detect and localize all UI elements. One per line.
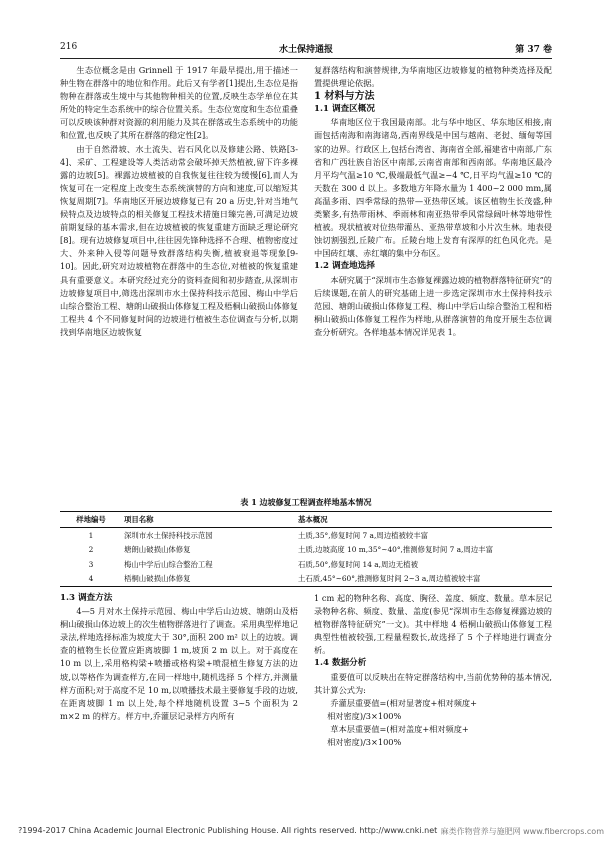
table-cell: 3 bbox=[88, 559, 94, 569]
paragraph-continuation: 复群落结构和演替规律,为华南地区边坡修复的植物种类选择及配置提供理论依据。 bbox=[314, 65, 552, 89]
section-heading-materials: 1 材料与方法 bbox=[314, 91, 375, 103]
page-number: 216 bbox=[60, 42, 78, 52]
paragraph-niche-concept: 生态位概念是由 Grinnell 于 1917 年最早提出,用于描述一种生物在群落中的地位和作用。此后又有学者[1]提出,生态位是指物种在群落或生境中与其他物种相关的位置,反映生态学单位在其所处的特定生态系统中的综合位置关系。生态位宽度和生态位重叠可以反映该种群对资源的利用能力及其在群落或生态系统中的功能和位置,也反映了其所在群落的稳定性[2]。 bbox=[60, 65, 298, 141]
page-header bbox=[60, 42, 552, 56]
table-cell: 土质,35°,修复时间 7 a,周边植被较丰富 bbox=[298, 530, 429, 540]
subheading-site-selection: 1.2 调查地选择 bbox=[314, 261, 375, 272]
paragraph-study-area: 华南地区位于我国最南部。北与华中地区、华东地区相接,南面包括南海和南海诸岛,西南界线是中国与越南、老挝、缅甸等国家的边界。行政区上,包括台湾省、海南省全部,福建省中南部,广东省和广西壮族自治区中南部,云南省南部和西南部。华南地区最冷月平均气温≥10 ℃,极端最低气温≥−4 ℃,日平均气温≥10 ℃的天数在 300 d 以上。多数地方年降水量为 1 400~2 000 mm,属高温多雨、四季常绿的热带—亚热带区域。该区植物生长茂盛,种类繁多,有热带雨林、季雨林和南亚热带季风常绿阔叶林等地带性植被。现状植被对位热带灌丛、亚热带草坡和小片次生林。地表侵蚀切割强烈,丘陵广布。丘陵台地上发育有深厚的红色风化壳。是中国砖红壤、赤红壤的集中分布区。 bbox=[314, 117, 552, 259]
paragraph-slope-background: 由于自然滑坡、水土流失、岩石风化以及修建公路、铁路[3-4]、采矿、工程建设等人类活动常会破坏掉天然植被,留下许多裸露的边坡[5]。裸露边坡植被的自我恢复往往较为缓慢[6],而人为恢复可在一定程度上改变生态系统演替的方向和速度,可以缩短其恢复周期[7]。华南地区开展边坡修复已有 20 a 历史,针对当地气候特点及边坡特点的相关修复工程技术措施日臻完善,可满足边坡前期复绿的基本需求,但在边坡植被的恢复重建方面缺乏理论研究[8]。现有边坡修复项目中,往往因先锋种选择不合理、植物密度过大、外来种入侵等问题导致群落结构失衡,植被衰退等现象[9-10]。因此,研究对边坡植物在群落中的生态位,对植被的恢复重建具有重要意义。本研究经过充分的资料查阅和初步踏查,从深圳市边坡修复项目中,筛选出深圳市水土保持科技示范园、梅山中学后山综合整治工程、塘朗山破损山体修复工程及梧桐山破损山体修复工程共 4 个不同修复时间的边坡进行植被生态位调查与分析,以期找到华南地区边坡恢复 bbox=[60, 143, 298, 337]
paragraph-survey-continuation: 1 cm 起的物种名称、高度、胸径、盖度、频度、数量。草本层记录物种名称、频度、数量、盖度(参见“深圳市生态修复裸露边坡的植物群落特征研究”一文)。其中样地 4 梧桐山破损山体修复工程典型性植被较强,工程量程数长,故选择了 5 个子样地进行调查分析。 bbox=[314, 593, 552, 656]
subheading-study-area: 1.1 调查区概况 bbox=[314, 104, 375, 115]
left-column-bottom bbox=[60, 592, 298, 723]
site-table bbox=[60, 511, 552, 587]
table-cell: 1 bbox=[88, 530, 94, 540]
table-header: 项目名称 bbox=[122, 512, 296, 528]
table-caption: 表 1 边坡修复工程调查样地基本情况 bbox=[240, 497, 372, 507]
table-row bbox=[60, 528, 552, 543]
right-column-top bbox=[314, 64, 552, 339]
journal-title: 水土保持通报 bbox=[278, 45, 333, 55]
table-row bbox=[60, 572, 552, 587]
subheading-survey-method: 1.3 调查方法 bbox=[60, 593, 113, 603]
table-row bbox=[60, 543, 552, 558]
paragraph-survey-method: 4—5 月对水土保持示范园、梅山中学后山边坡、塘朗山及梧桐山破损山体边坡上的次生植物群落进行了调查。采用典型样地记录法,样地选择标准为坡度大于 30°,面积 200 m² 以上的边坡。调查的植物生长位置应距离坡脚 1 m,坡顶 2 m 以上。对于高度在 10 m 以上,采用格构梁+喷播或格构梁+喷混植生修复方法的边坡,以等格作为调查样方,在同一样地中,随机选择 5 个样方,并测量样方面积;对于高度不足 10 m,以喷播技术最主要修复手段的边坡,在距离坡脚 1 m 以上处,每个样地随机设置 3~5 个面积为 2 m×2 m 的样方。样方中,乔灌层记录样方内所有 bbox=[60, 606, 298, 721]
copyright-notice: ?1994-2017 China Academic Journal Electronic Publishing House. All rights reserved. http://www.cnki.net bbox=[18, 826, 438, 835]
table-row bbox=[60, 557, 552, 572]
table-cell: 深圳市水土保持科技示范园 bbox=[124, 530, 213, 540]
table-cell: 土石质,45°~60°,推测修复时间 2~3 a,周边植被较丰富 bbox=[296, 572, 552, 587]
formula-herb-line1: 草本层重要值=(相对盖度+相对频度+ bbox=[330, 723, 469, 734]
formula-tree-shrub-line1: 乔灌层重要值=(相对显著度+相对频度+ bbox=[330, 697, 477, 708]
table-cell: 2 bbox=[88, 545, 94, 555]
paragraph-data-analysis: 重要值可以反映出在特定群落结构中,当前优势种的基本情况,其计算公式为: bbox=[314, 671, 552, 695]
subheading-data-analysis: 1.4 数据分析 bbox=[314, 658, 367, 669]
volume-label: 第 37 卷 bbox=[515, 45, 552, 55]
table-cell: 土质,边坡高度 10 m,35°~40°,推测修复时间 7 a,周边丰富 bbox=[298, 545, 493, 555]
table-cell: 4 bbox=[60, 572, 122, 587]
page-footer bbox=[18, 826, 604, 835]
table-header: 基本概况 bbox=[296, 512, 552, 528]
table-cell: 梅山中学后山综合整治工程 bbox=[124, 559, 213, 569]
table-header-row bbox=[60, 512, 552, 528]
paragraph-site-selection: 本研究属于“深圳市生态修复裸露边坡的植物群落特征研究”的后续课题,在前人的研究基础上进一步选定深圳市水土保持科技示范园、塘朗山破损山体修复工程、梅山中学后山综合整治工程和梧桐山破损山体修复工程作为样地,从群落演替的角度开展生态位调查分析研究。各样地基本情况详见表 1。 bbox=[314, 274, 552, 337]
table-cell: 石质,50°,修复时间 14 a,周边无植被 bbox=[298, 559, 418, 569]
formula-herb-line2: 相对密度)/3×100% bbox=[327, 737, 402, 748]
left-column-top bbox=[60, 64, 298, 339]
right-column-bottom bbox=[314, 592, 552, 749]
table-header: 样地编号 bbox=[60, 512, 122, 528]
table-cell: 塘朗山破损山体修复 bbox=[124, 545, 191, 555]
header-rule bbox=[60, 58, 552, 59]
formula-tree-shrub-line2: 相对密度)/3×100% bbox=[327, 710, 402, 721]
watermark-text: 麻类作物营养与施肥网 www.fibercrops.com bbox=[440, 827, 604, 836]
table-cell: 梧桐山破损山体修复 bbox=[122, 572, 296, 587]
